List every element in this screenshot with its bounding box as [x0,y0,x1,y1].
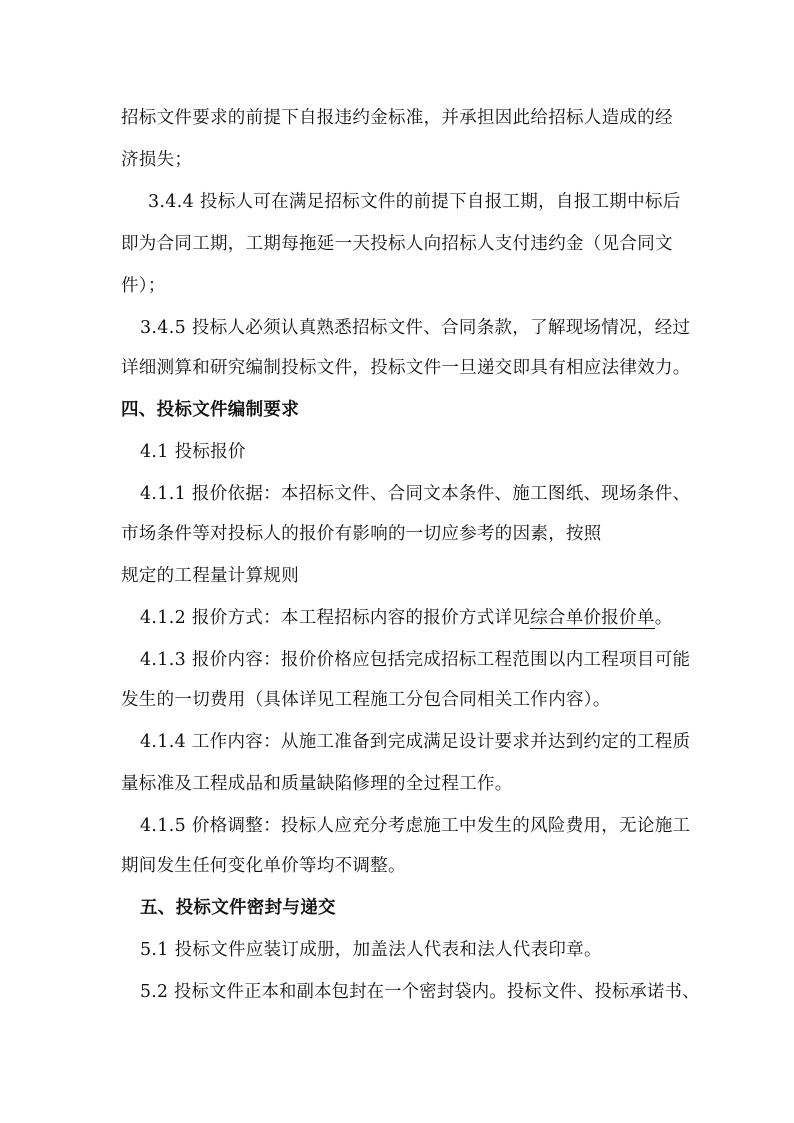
paragraph-line: 3.4.4 投标人可在满足招标文件的前提下自报工期，自报工期中标后 [148,192,681,212]
paragraph-line: 详细测算和研究编制投标文件，投标文件一旦递交即具有相应法律效力。 [121,358,691,378]
paragraph-line: 件）； [121,276,166,296]
paragraph-line: 规定的工程量计算规则 [121,566,299,586]
paragraph-line: 4.1.4 工作内容：从施工准备到完成满足设计要求并达到约定的工程质 [140,732,691,752]
paragraph-line: 5.2 投标文件正本和副本包封在一个密封袋内。投标文件、投标承诺书、 [140,982,700,1002]
paragraph-line: 量标准及工程成品和质量缺陷修理的全过程工作。 [121,774,513,794]
paragraph-line: 4.1.5 价格调整：投标人应充分考虑施工中发生的风险费用，无论施工 [140,816,691,836]
section-heading: 四、投标文件编制要求 [121,400,299,420]
paragraph-line: 发生的一切费用（具体详见工程施工分包合同相关工作内容）。 [121,690,611,710]
paragraph-line [140,606,673,630]
paragraph-line: 4.1.1 报价依据：本招标文件、合同文本条件、施工图纸、现场条件、 [140,484,691,504]
paragraph-line: 4.1 投标报价 [140,442,246,462]
pricing-sheet-link[interactable]: 综合单价报价单 [530,608,655,628]
paragraph-line: 市场条件等对投标人的报价有影响的一切应参考的因素，按照 [121,524,602,544]
paragraph-line: 3.4.5 投标人必须认真熟悉招标文件、合同条款，了解现场情况，经过 [140,318,691,338]
paragraph-line: 即为合同工期，工期每拖延一天投标人向招标人支付违约金（见合同文 [121,234,673,254]
paragraph-line: 期间发生任何变化单价等均不调整。 [121,856,406,876]
paragraph-line: 济损失； [121,150,193,170]
paragraph-line: 4.1.3 报价内容：报价价格应包括完成招标工程范围以内工程项目可能 [140,650,691,670]
section-heading: 五、投标文件密封与递交 [140,898,336,918]
paragraph-text: 。 [654,608,673,628]
paragraph-text: 4.1.2 报价方式：本工程招标内容的报价方式详见 [140,608,531,628]
paragraph-line: 5.1 投标文件应装订成册，加盖法人代表和法人代表印章。 [140,940,602,960]
paragraph-line: 招标文件要求的前提下自报违约金标准，并承担因此给招标人造成的经 [121,108,673,128]
